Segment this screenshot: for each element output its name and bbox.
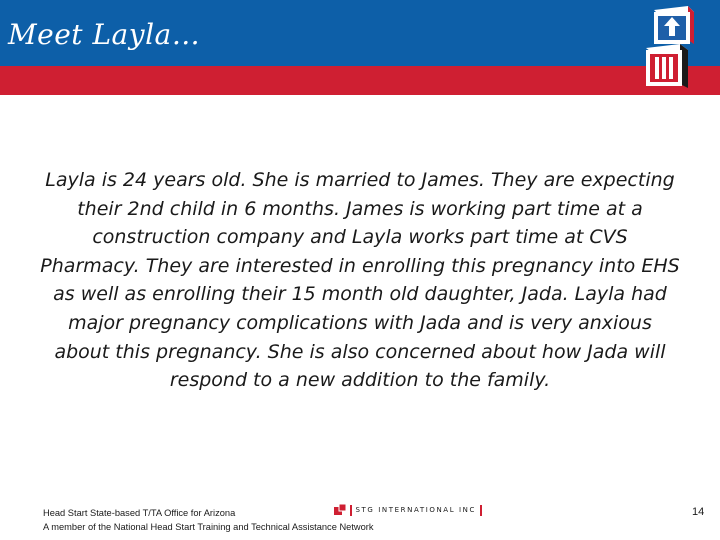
footer-credits xyxy=(43,506,374,534)
slide-title: Meet Layla… xyxy=(8,18,201,51)
stacked-blocks-logo-icon xyxy=(640,2,712,94)
partner-logo xyxy=(334,503,482,517)
header-band-red xyxy=(0,66,720,95)
footer-network-line: A member of the National Head Start Training and Technical Assistance Network xyxy=(43,522,374,532)
page-number: 14 xyxy=(692,506,705,518)
case-description: Layla is 24 years old. She is married to James. They are expecting their 2nd child in 6 months. James is working part time at a construction company and Layla works part time at CVS Pharmacy. They are interested in enrolling this pregnancy into EHS as well as enrolling their 15 month old daughter, Jada. Layla had major pregnancy complications with Jada and is very anxious about this pregnancy. She is also concerned about how Jada will respond to a new addition to the family. xyxy=(40,169,680,392)
footer-org-line: Head Start State-based T/TA Office for Arizona xyxy=(43,508,236,518)
logo-divider xyxy=(480,505,482,516)
logo-divider xyxy=(350,505,352,516)
partner-logo-text: STG INTERNATIONAL INC xyxy=(355,506,477,514)
stg-logo-mark-icon xyxy=(334,504,346,516)
